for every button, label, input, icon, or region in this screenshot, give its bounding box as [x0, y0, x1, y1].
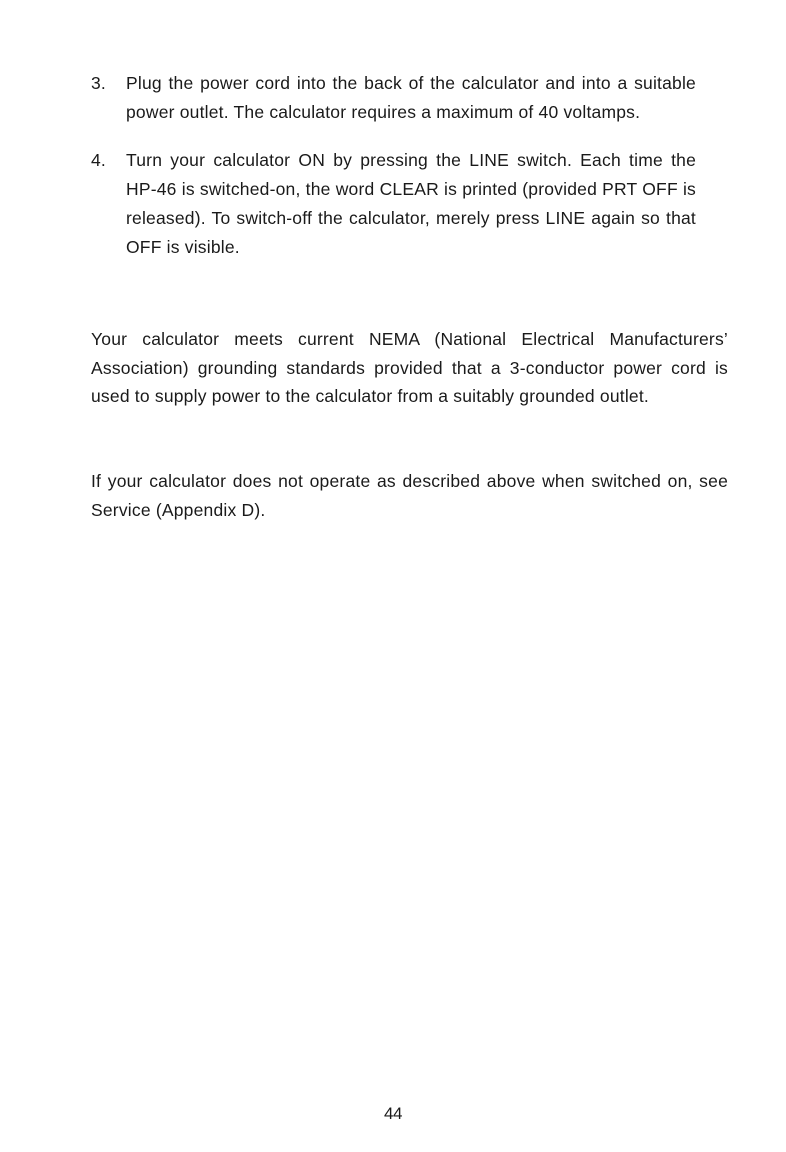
grounding-paragraph: Your calculator meets current NEMA (National Electrical Manufacturers’ Association) grounding standards provided that a 3-conductor power cord is used to supply power to the calculator from a suitably grounded outlet. — [91, 329, 728, 406]
list-item-text: Turn your calculator ON by pressing the LINE switch. Each time the HP-46 is switched-on, the word CLEAR is printed (provided PRT OFF is released). To switch-off the calculator, merely press LINE again so that OFF is visible. — [126, 150, 696, 257]
instruction-list — [91, 69, 696, 281]
service-paragraph: If your calculator does not operate as described above when switched on, see Service (Appendix D). — [91, 471, 728, 520]
list-item — [91, 146, 696, 262]
list-item-number: 4. — [91, 150, 106, 170]
list-item-text: Plug the power cord into the back of the calculator and into a suitable power outlet. The calculator requires a maximum of 40 voltamps. — [126, 73, 696, 122]
list-item-number: 3. — [91, 73, 106, 93]
page-number: 44 — [384, 1104, 402, 1123]
list-item — [91, 69, 696, 127]
